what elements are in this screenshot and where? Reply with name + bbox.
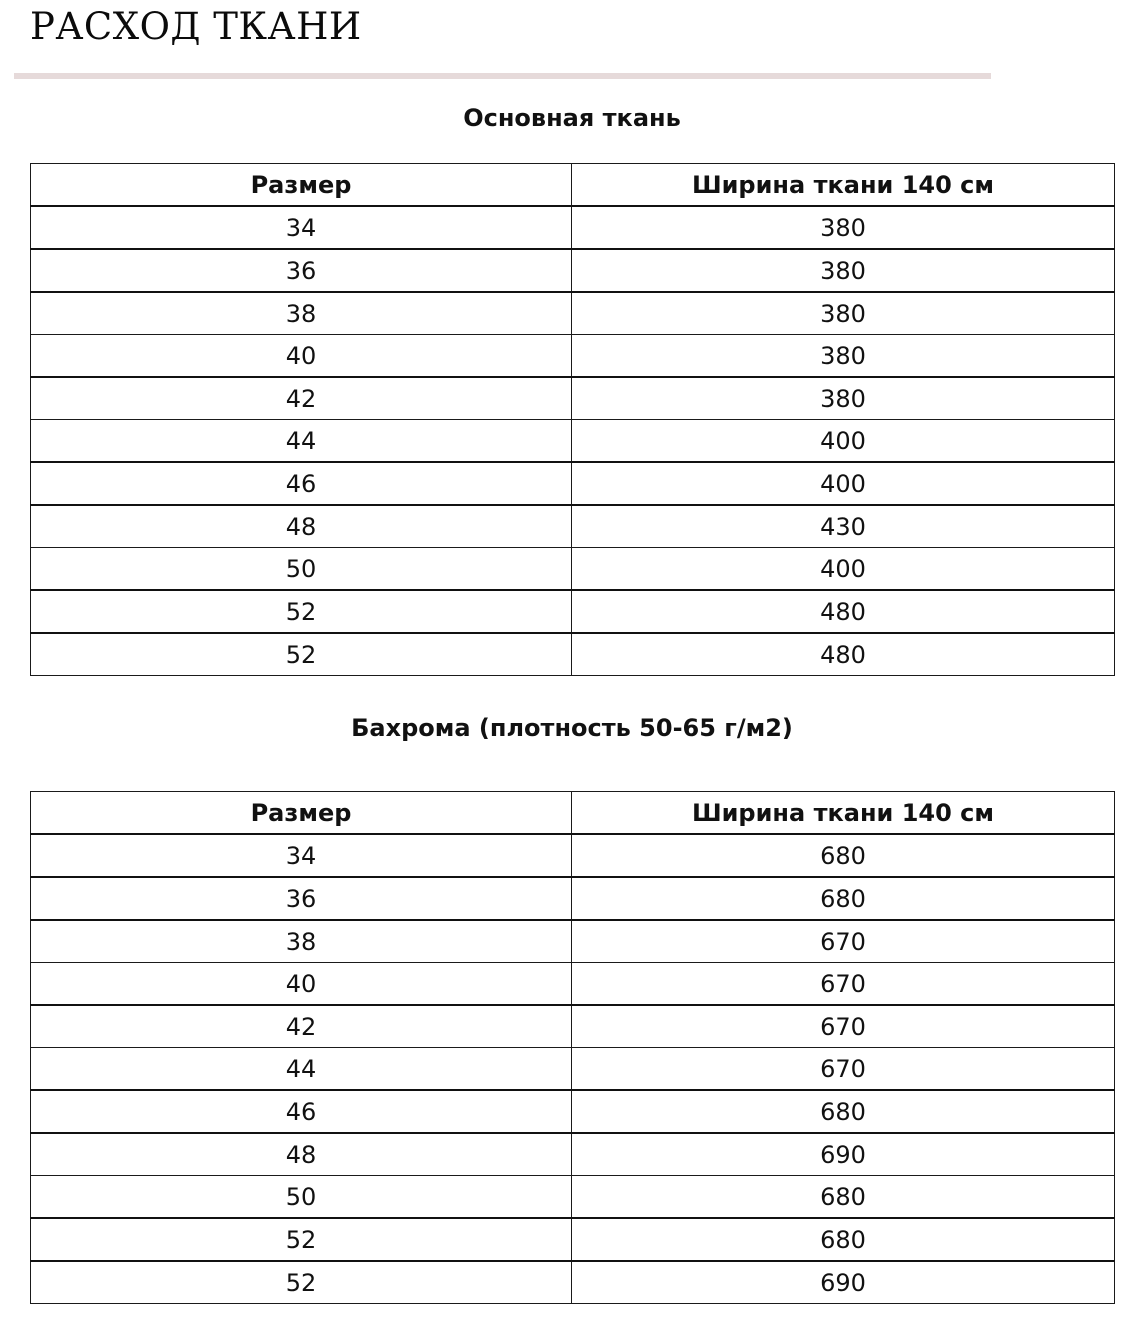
table-row	[31, 1176, 1115, 1219]
size-cell: 44	[31, 1048, 572, 1091]
table-row	[31, 1133, 1115, 1176]
size-cell: 50	[31, 1176, 572, 1219]
size-cell: 52	[31, 1218, 572, 1261]
table-row	[31, 590, 1115, 633]
table-row	[31, 963, 1115, 1006]
consumption-cell: 400	[572, 420, 1115, 463]
consumption-cell: 670	[572, 1048, 1115, 1091]
consumption-cell: 670	[572, 1005, 1115, 1048]
size-cell: 44	[31, 420, 572, 463]
column-header-size: Размер	[31, 792, 572, 835]
table-row	[31, 633, 1115, 676]
table-row	[31, 420, 1115, 463]
size-cell: 46	[31, 1090, 572, 1133]
consumption-cell: 680	[572, 1218, 1115, 1261]
table-row	[31, 1005, 1115, 1048]
consumption-cell: 680	[572, 1090, 1115, 1133]
size-cell: 40	[31, 963, 572, 1006]
consumption-cell: 380	[572, 377, 1115, 420]
consumption-cell: 480	[572, 633, 1115, 676]
consumption-cell: 670	[572, 920, 1115, 963]
table-row	[31, 206, 1115, 249]
consumption-cell: 680	[572, 877, 1115, 920]
consumption-cell: 430	[572, 505, 1115, 548]
table-row	[31, 505, 1115, 548]
consumption-cell: 690	[572, 1133, 1115, 1176]
size-cell: 52	[31, 633, 572, 676]
size-cell: 48	[31, 1133, 572, 1176]
size-cell: 40	[31, 335, 572, 378]
table-row	[31, 249, 1115, 292]
table-row	[31, 877, 1115, 920]
table-row	[31, 1090, 1115, 1133]
table-row	[31, 1218, 1115, 1261]
size-cell: 50	[31, 548, 572, 591]
table-row	[31, 462, 1115, 505]
consumption-cell: 380	[572, 206, 1115, 249]
table-header-row	[31, 792, 1115, 835]
size-cell: 38	[31, 292, 572, 335]
section-title-main-fabric: Основная ткань	[463, 104, 681, 132]
size-cell: 48	[31, 505, 572, 548]
table-row	[31, 1261, 1115, 1304]
consumption-cell: 400	[572, 462, 1115, 505]
size-cell: 52	[31, 1261, 572, 1304]
table-row	[31, 335, 1115, 378]
size-cell: 36	[31, 877, 572, 920]
table-row	[31, 548, 1115, 591]
table-header-row	[31, 164, 1115, 207]
main-fabric-table	[30, 163, 1115, 676]
table-row	[31, 1048, 1115, 1091]
page-title: РАСХОД ТКАНИ	[30, 5, 362, 48]
size-cell: 42	[31, 1005, 572, 1048]
table-row	[31, 292, 1115, 335]
column-header-size: Размер	[31, 164, 572, 207]
column-header-fabric-width: Ширина ткани 140 см	[572, 792, 1115, 835]
size-cell: 34	[31, 834, 572, 877]
consumption-cell: 380	[572, 249, 1115, 292]
size-cell: 36	[31, 249, 572, 292]
size-cell: 34	[31, 206, 572, 249]
table-row	[31, 834, 1115, 877]
title-divider	[14, 73, 991, 79]
consumption-cell: 380	[572, 335, 1115, 378]
consumption-cell: 680	[572, 834, 1115, 877]
size-cell: 52	[31, 590, 572, 633]
fringe-table	[30, 791, 1115, 1304]
section-title-fringe: Бахрома (плотность 50-65 г/м2)	[351, 714, 793, 742]
consumption-cell: 400	[572, 548, 1115, 591]
consumption-cell: 670	[572, 963, 1115, 1006]
consumption-cell: 380	[572, 292, 1115, 335]
consumption-cell: 480	[572, 590, 1115, 633]
consumption-cell: 690	[572, 1261, 1115, 1304]
consumption-cell: 680	[572, 1176, 1115, 1219]
table-row	[31, 377, 1115, 420]
column-header-fabric-width: Ширина ткани 140 см	[572, 164, 1115, 207]
table-row	[31, 920, 1115, 963]
size-cell: 46	[31, 462, 572, 505]
size-cell: 38	[31, 920, 572, 963]
size-cell: 42	[31, 377, 572, 420]
